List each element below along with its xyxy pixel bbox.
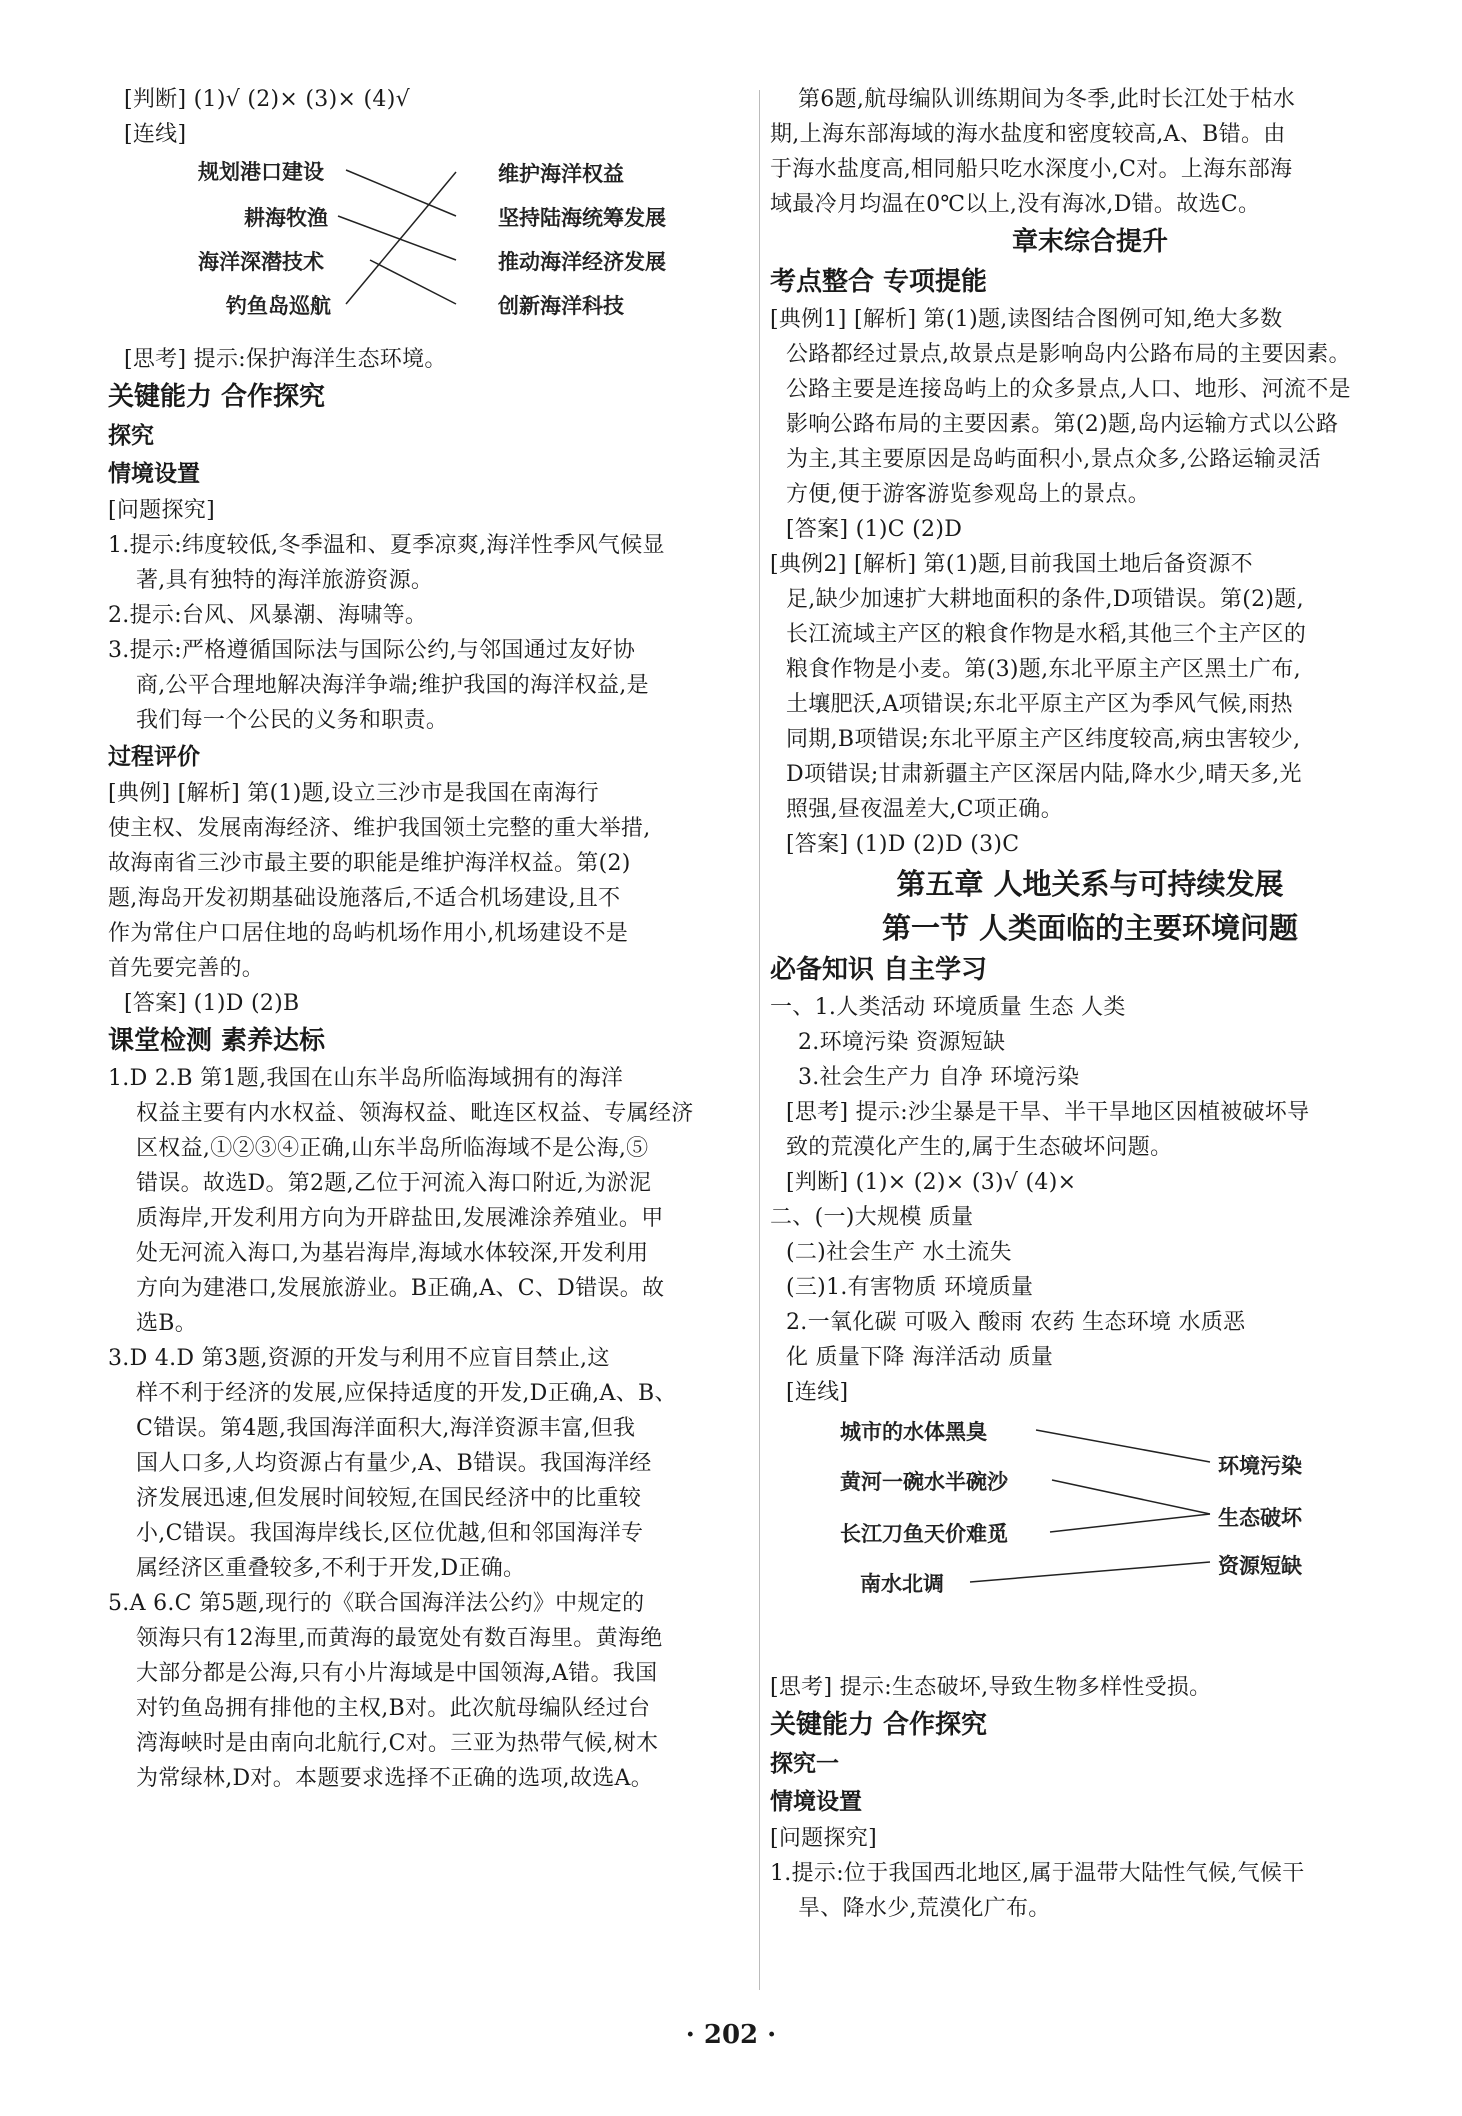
example1-line: 为主,其主要原因是岛屿面积小,景点众多,公路运输灵活 [786,447,1321,472]
q12-line: 错误。故选D。第2题,乙位于河流入海口附近,为淤泥 [136,1171,652,1196]
section-heading-key-ability-right: 关键能力 合作探究 [770,1710,988,1740]
judge-answers-right: [判断] (1)× (2)× (3)√ (4)× [786,1170,1077,1195]
problem-answer-3-line: 我们每一个公民的义务和职责。 [136,708,449,733]
example2-line: 粮食作物是小麦。第(3)题,东北平原主产区黑土广布, [786,657,1301,682]
knowledge-line: 化 质量下降 海洋活动 质量 [786,1345,1054,1370]
problem-label: [问题探究] [108,498,215,523]
match1-right-item: 推动海洋经济发展 [498,250,666,274]
q12-line: 权益主要有内水权益、领海权益、毗连区权益、专属经济 [136,1101,694,1126]
knowledge-line: 一、1.人类活动 环境质量 生态 人类 [770,995,1126,1020]
q34-line: 国人口多,人均资源占有量少,A、B错误。我国海洋经 [136,1451,652,1476]
example2-line: [典例2] [解析] 第(1)题,目前我国土地后备资源不 [770,552,1253,577]
section-title: 第一节 人类面临的主要环境问题 [881,911,1299,945]
q34-line: C错误。第4题,我国海洋面积大,海洋资源丰富,但我 [136,1416,636,1441]
q34-line: 3.D 4.D 第3题,资源的开发与利用不应盲目禁止,这 [108,1346,610,1371]
knowledge-line: 2.环境污染 资源短缺 [798,1030,1006,1055]
example2-answer: [答案] (1)D (2)D (3)C [786,832,1020,857]
example-line: 作为常住户口居住地的岛屿机场作用小,机场建设不是 [108,921,629,946]
heading-bibei: 必备知识 自主学习 [770,955,988,985]
q12-line: 处无河流入海口,为基岩海岸,海域水体较深,开发利用 [136,1241,649,1266]
heading-kaodian: 考点整合 专项提能 [770,267,988,297]
match1-right-item: 坚持陆海统筹发展 [498,206,666,230]
left-column [108,82,748,1796]
q6-line: 期,上海东部海域的海水盐度和密度较高,A、B错。由 [770,122,1286,147]
problem-answer-3-line: 3.提示:严格遵循国际法与国际公约,与邻国通过友好协 [108,638,636,663]
right-column [770,82,1410,1926]
example2-line: 土壤肥沃,A项错误;东北平原主产区为季风气候,雨热 [786,692,1293,717]
knowledge-line: 3.社会生产力 自净 环境污染 [798,1065,1080,1090]
knowledge-line: (三)1.有害物质 环境质量 [786,1275,1034,1300]
match1-right-item: 维护海洋权益 [498,162,624,186]
q34-line: 属经济区重叠较多,不利于开发,D正确。 [136,1556,526,1581]
knowledge-line: 2.一氧化碳 可吸入 酸雨 农药 生态环境 水质恶 [786,1310,1246,1335]
problem-answer-1-line: 1.提示:纬度较低,冬季温和、夏季凉爽,海洋性季风气候显 [108,533,665,558]
q56-line: 大部分都是公海,只有小片海域是中国领海,A错。我国 [136,1661,658,1686]
example-line: 首先要完善的。 [108,956,265,981]
think1-line: 致的荒漠化产生的,属于生态破坏问题。 [786,1135,1173,1160]
q6-line: 第6题,航母编队训练期间为冬季,此时长江处于枯水 [798,87,1296,112]
example1-line: 公路都经过景点,故景点是影响岛内公路布局的主要因素。 [786,342,1351,367]
example1-line: 公路主要是连接岛屿上的众多景点,人口、地形、河流不是 [786,377,1351,402]
example1-line: 方便,便于游客游览参观岛上的景点。 [786,482,1151,507]
problem-answer-1-line: 著,具有独特的海洋旅游资源。 [136,568,434,593]
connect-label: [连线] [124,122,187,147]
subheading-explore: 探究 [108,423,154,449]
connect-label-right: [连线] [786,1380,849,1405]
match1-left-item: 耕海牧渔 [244,206,328,230]
match2-left-item: 长江刀鱼天价难觅 [840,1522,1008,1546]
example2-line: D项错误;甘肃新疆主产区深居内陆,降水少,晴天多,光 [786,762,1302,787]
q12-line: 选B。 [136,1311,198,1336]
match2-right-item: 资源短缺 [1218,1554,1302,1578]
example2-line: 足,缺少加速扩大耕地面积的条件,D项错误。第(2)题, [786,587,1304,612]
match2-right-item: 生态破坏 [1218,1506,1302,1530]
q12-line: 1.D 2.B 第1题,我国在山东半岛所临海域拥有的海洋 [108,1066,624,1091]
q56-line: 对钓鱼岛拥有排他的主权,B对。此次航母编队经过台 [136,1696,651,1721]
subheading-situation-right: 情境设置 [770,1789,862,1815]
match2-right-item: 环境污染 [1218,1454,1302,1478]
problem-answer-line: 旱、降水少,荒漠化广布。 [798,1896,1051,1921]
example-line: [典例] [解析] 第(1)题,设立三沙市是我国在南海行 [108,781,599,806]
problem-answer-2-line: 2.提示:台风、风暴潮、海啸等。 [108,603,428,628]
example2-line: 长江流域主产区的粮食作物是水稻,其他三个主产区的 [786,622,1307,647]
section-heading-class-test: 课堂检测 素养达标 [108,1026,326,1056]
match1-left-item: 钓鱼岛巡航 [226,294,331,318]
example1-line: [典例1] [解析] 第(1)题,读图结合图例可知,绝大多数 [770,307,1283,332]
problem-label-right: [问题探究] [770,1826,877,1851]
knowledge-line: (二)社会生产 水土流失 [786,1240,1012,1265]
problem-answer-line: 1.提示:位于我国西北地区,属于温带大陆性气候,气候干 [770,1861,1305,1886]
example-line: 使主权、发展南海经济、维护我国领土完整的重大举措, [108,816,651,841]
think1-line: [思考] 提示:沙尘暴是干旱、半干旱地区因植被破坏导 [786,1100,1310,1125]
match2-left-item: 南水北调 [860,1572,944,1596]
example-line: 题,海岛开发初期基础设施落后,不适合机场建设,且不 [108,886,621,911]
match1-left-item: 海洋深潜技术 [198,250,324,274]
example1-line: 影响公路布局的主要因素。第(2)题,岛内运输方式以公路 [786,412,1339,437]
knowledge-line: 二、(一)大规模 质量 [770,1205,974,1230]
judge-answers: [判断] (1)√ (2)× (3)× (4)√ [124,87,410,112]
match1-right-item: 创新海洋科技 [498,294,624,318]
q6-line: 域最冷月均温在0℃以上,没有海冰,D错。故选C。 [770,192,1261,217]
example-line: 故海南省三沙市最主要的职能是维护海洋权益。第(2) [108,851,631,876]
page-number: · 202 · [685,2020,777,2050]
section-heading-key-ability: 关键能力 合作探究 [108,382,326,412]
example-answer: [答案] (1)D (2)B [124,991,300,1016]
q12-line: 质海岸,开发利用方向为开辟盐田,发展滩涂养殖业。甲 [136,1206,664,1231]
subheading-explore-one: 探究一 [770,1751,839,1777]
column-divider [759,90,760,1990]
q34-line: 小,C错误。我国海岸线长,区位优越,但和邻国海洋专 [136,1521,644,1546]
match2-left-item: 黄河一碗水半碗沙 [840,1470,1008,1494]
matching-diagram-1 [108,152,748,342]
subheading-process: 过程评价 [108,744,200,770]
q34-line: 样不利于经济的发展,应保持适度的开发,D正确,A、B、 [136,1381,677,1406]
chapter-title: 第五章 人地关系与可持续发展 [896,867,1284,901]
match1-left-item: 规划港口建设 [198,160,324,184]
q6-line: 于海水盐度高,相同船只吃水深度小,C对。上海东部海 [770,157,1293,182]
heading-chapter-end: 章末综合提升 [1011,227,1168,257]
q34-line: 济发展迅速,但发展时间较短,在国民经济中的比重较 [136,1486,642,1511]
q56-line: 为常绿林,D对。本题要求选择不正确的选项,故选A。 [136,1766,654,1791]
problem-answer-3-line: 商,公平合理地解决海洋争端;维护我国的海洋权益,是 [136,673,649,698]
think2-hint: [思考] 提示:生态破坏,导致生物多样性受损。 [770,1675,1212,1700]
example2-line: 同期,B项错误;东北平原主产区纬度较高,病虫害较少, [786,727,1301,752]
think-hint: [思考] 提示:保护海洋生态环境。 [124,347,447,372]
q12-line: 方向为建港口,发展旅游业。B正确,A、C、D错误。故 [136,1276,665,1301]
match2-left-item: 城市的水体黑臭 [840,1420,987,1444]
q56-line: 湾海峡时是由南向北航行,C对。三亚为热带气候,树木 [136,1731,659,1756]
q56-line: 5.A 6.C 第5题,现行的《联合国海洋法公约》中规定的 [108,1591,645,1616]
matching-diagram-2 [770,1410,1410,1670]
example1-answer: [答案] (1)C (2)D [786,517,963,542]
q56-line: 领海只有12海里,而黄海的最宽处有数百海里。黄海绝 [136,1626,663,1651]
example2-line: 照强,昼夜温差大,C项正确。 [786,797,1064,822]
q12-line: 区权益,①②③④正确,山东半岛所临海域不是公海,⑤ [136,1136,649,1161]
subheading-situation: 情境设置 [108,461,200,487]
